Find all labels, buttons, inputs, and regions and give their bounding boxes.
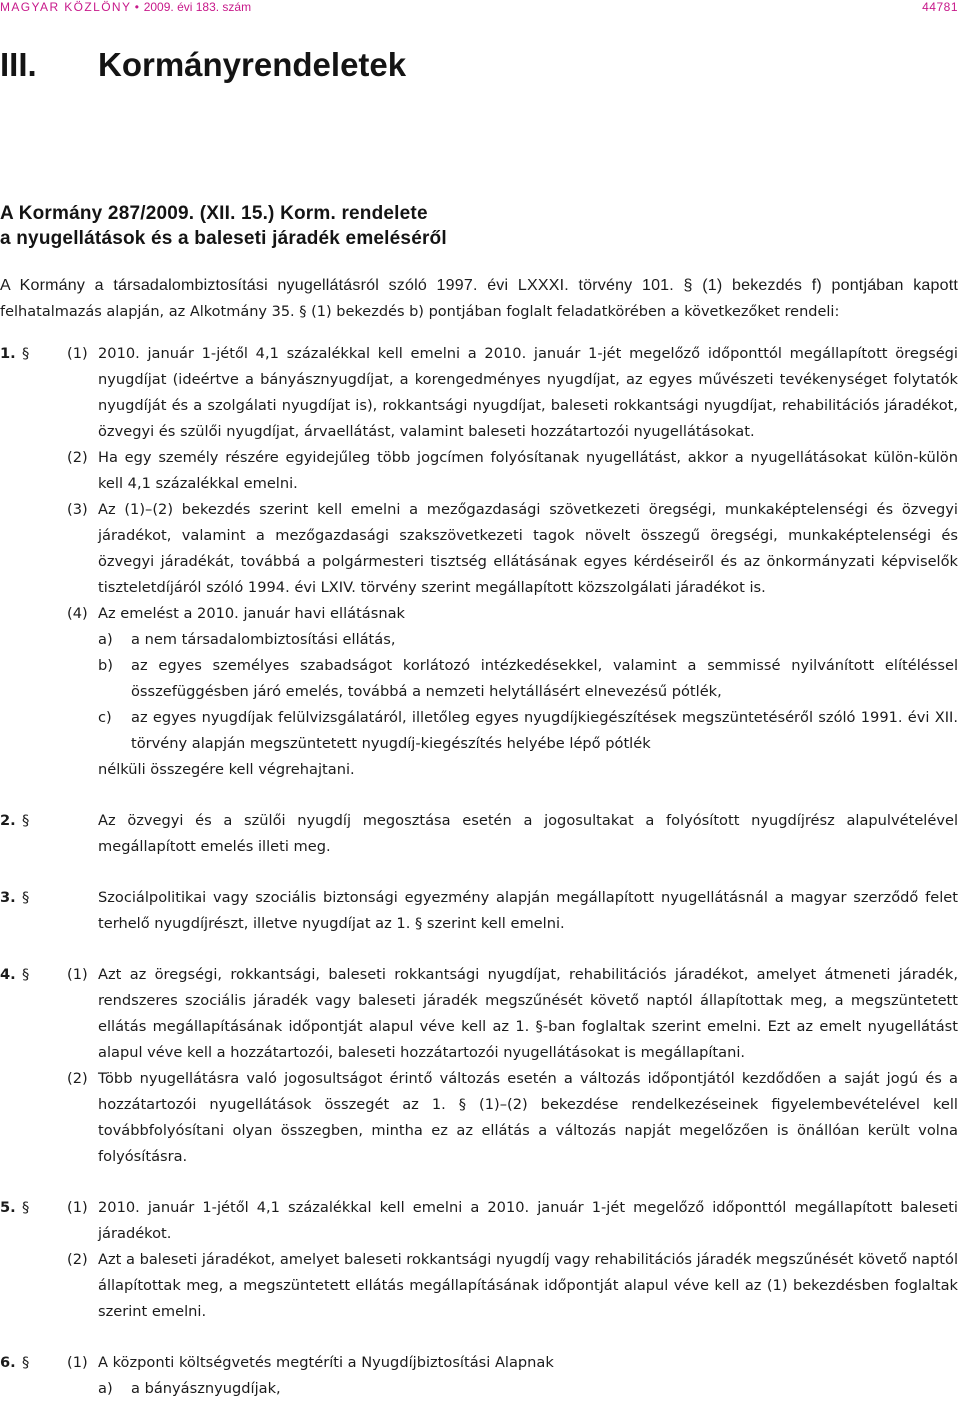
list-item-c bbox=[0, 705, 958, 757]
section-3 bbox=[0, 885, 958, 937]
section-6 bbox=[0, 1350, 958, 1402]
paragraph-number: (4) bbox=[67, 605, 88, 622]
paragraph-text: Több nyugellátásra való jogosultságot érintő változás esetén a változás időpontjától kezdődően a saját jogú és a hozzátartozói nyugellátások összegét az 1. § (1)–(2) bekezdése rendelkezéseinek figyelembevételével kell továbbfolyósítani olyan összegben, mintha ez az ellátás a változás napját megelőzően is önállóan került volna folyósításra. bbox=[98, 1070, 958, 1165]
paragraph-text: Azt az öregségi, rokkantsági, baleseti rokkantsági nyugdíjat, rehabilitációs járadékot, amelyet átmeneti járadék, rendszeres szociális járadék vagy baleseti járadék megszűnését követő naptól állapítottak meg, a megszüntetett ellátás megállapításának időpontját alapul véve kell az 1. §-ban foglaltak szerint emelni. Ezt az emelt nyugellátást alapul véve kell a hozzátartozói, baleseti hozzátartozói nyugellátásokat is megállapítani. bbox=[98, 966, 958, 1061]
paragraph-text: Ha egy személy részére egyidejűleg több jogcímen folyósítanak nyugellátást, akkor a nyugellátásokat külön-külön kell 4,1 százalékkal emelni. bbox=[98, 449, 958, 492]
paragraph-number: (1) bbox=[67, 966, 88, 983]
decree-title-line2: a nyugellátások és a baleseti járadék emeléséről bbox=[0, 228, 447, 249]
preamble bbox=[0, 273, 958, 325]
header-bullet: • bbox=[134, 0, 141, 14]
section-number: 4. bbox=[0, 966, 16, 983]
running-header bbox=[0, 0, 960, 16]
paragraph-text: 2010. január 1-jétől 4,1 százalékkal kell emelni a 2010. január 1-jét megelőző időponttól megállapított baleseti járadékot. bbox=[98, 1199, 958, 1242]
paragraph-5-1 bbox=[0, 1195, 958, 1247]
section-number: 2. bbox=[0, 812, 16, 829]
item-text: a bányásznyugdíjak, bbox=[131, 1380, 281, 1397]
decree-body bbox=[0, 341, 958, 1402]
section-1 bbox=[0, 341, 958, 783]
page-number: 44781 bbox=[922, 0, 958, 14]
list-item-a bbox=[0, 1376, 958, 1402]
paragraph-text: A központi költségvetés megtéríti a Nyugdíjbiztosítási Alapnak bbox=[98, 1354, 554, 1371]
journal-name: MAGYAR KÖZLÖNY bbox=[0, 0, 132, 14]
item-label: a) bbox=[98, 631, 113, 648]
preamble-line2: felhatalmazás alapján, az Alkotmány 35. § (1) bekezdés b) pontjában foglalt feladatkörében a következőket rendeli: bbox=[0, 304, 840, 320]
paragraph-text: Az (1)–(2) bekezdés szerint kell emelni a mezőgazdasági szövetkezeti öregségi, munkaképtelenségi és özvegyi járadékot, valamint a mezőgazdasági szakszövetkezeti tagok növelt összegű öregségi, munkaképtelenségi és özvegyi járadékát, továbbá a polgármesteri tisztség ellátásának egyes kérdéseiről és az önkormányzati képviselők tiszteletdíjáról szóló 1994. évi LXIV. törvény szerint megállapított közszolgálati járadékot is. bbox=[98, 501, 958, 596]
part-title: Kormányrendeletek bbox=[98, 46, 407, 83]
paragraph-number: (1) bbox=[67, 1354, 88, 1371]
item-text: az egyes nyugdíjak felülvizsgálatáról, illetőleg egyes nyugdíjkiegészítések megszüntetéséről szóló 1991. évi XII. törvény alapján megszüntetett nyugdíj-kiegészítés helyébe lépő pótlék bbox=[131, 709, 958, 752]
section-number: 3. bbox=[0, 889, 16, 906]
paragraph-text: Az emelést a 2010. január havi ellátásnak bbox=[98, 605, 405, 622]
section-number: 1. bbox=[0, 345, 16, 362]
section-text: Szociálpolitikai vagy szociális biztonsági egyezmény alapján megállapított nyugellátásnál a magyar szerződő felet terhelő nyugdíjrészt, illetve nyugdíjat az 1. § szerint kell emelni. bbox=[98, 889, 958, 932]
paragraph-number: (2) bbox=[67, 1251, 88, 1268]
preamble-line1: A Kormány a társadalombiztosítási nyugellátásról szóló 1997. évi LXXXI. törvény 101. § (1) bekezdés f) pontjában kapott bbox=[0, 277, 958, 294]
paragraph-6-1 bbox=[0, 1350, 958, 1376]
section-mark: § bbox=[22, 1199, 30, 1216]
issue-label: 2009. évi 183. szám bbox=[143, 0, 252, 14]
section-2 bbox=[0, 808, 958, 860]
section-text: Az özvegyi és a szülői nyugdíj megosztása esetén a jogosultakat a folyósított nyugdíjrész alapulvételével megállapított emelés illeti meg. bbox=[98, 812, 958, 855]
section-5 bbox=[0, 1195, 958, 1325]
item-text: a nem társadalombiztosítási ellátás, bbox=[131, 631, 396, 648]
paragraph-1-2 bbox=[0, 445, 958, 497]
paragraph-4-1 bbox=[0, 962, 958, 1066]
paragraph-number: (2) bbox=[67, 449, 88, 466]
paragraph-number: (1) bbox=[67, 345, 88, 362]
section-number: 5. bbox=[0, 1199, 16, 1216]
item-label: c) bbox=[98, 709, 112, 726]
section-mark: § bbox=[22, 812, 30, 829]
section-4 bbox=[0, 962, 958, 1170]
paragraph-4-2 bbox=[0, 1066, 958, 1170]
part-number: III. bbox=[0, 46, 37, 83]
paragraph-1-3 bbox=[0, 497, 958, 601]
paragraph-5-2 bbox=[0, 1247, 958, 1325]
list-item-a bbox=[0, 627, 958, 653]
paragraph-number: (2) bbox=[67, 1070, 88, 1087]
closing-text: nélküli összegére kell végrehajtani. bbox=[98, 761, 355, 778]
section-mark: § bbox=[22, 1354, 30, 1371]
section-number: 6. bbox=[0, 1354, 16, 1371]
paragraph-text: 2010. január 1-jétől 4,1 százalékkal kell emelni a 2010. január 1-jét megelőző időponttól megállapított öregségi nyugdíjat (ideértve a bányásznyugdíjat, a korengedményes nyugdíjat, az egyes művészeti tevékenységet folytatók nyugdíját és a szolgálati nyugdíjat is), rokkantsági nyugdíjat, baleseti rokkantsági nyugdíjat, rehabilitációs járadékot, özvegyi és szülői nyugdíjat, árvaellátást, valamint baleseti hozzátartozói nyugellátásokat. bbox=[98, 345, 958, 440]
paragraph-number: (1) bbox=[67, 1199, 88, 1216]
section-mark: § bbox=[22, 345, 30, 362]
item-label: b) bbox=[98, 657, 113, 674]
decree-title-line1: A Kormány 287/2009. (XII. 15.) Korm. rendelete bbox=[0, 203, 428, 224]
decree-title bbox=[0, 201, 447, 251]
item-text: az egyes személyes szabadságot korlátozó intézkedésekkel, valamint a semmissé nyilvánított elítéléssel összefüggésben járó emelés, továbbá a nemzeti helytállásért elnevezésű pótlék, bbox=[131, 657, 958, 700]
paragraph-1-4 bbox=[0, 601, 958, 627]
paragraph-text: Azt a baleseti járadékot, amelyet baleseti rokkantsági nyugdíj vagy rehabilitációs járadék megszűnését követő naptól állapítottak meg, a megszüntetett ellátás megállapításának időpontját alapul véve kell az (1) bekezdésben foglaltak szerint emelni. bbox=[98, 1251, 959, 1320]
item-label: a) bbox=[98, 1380, 113, 1397]
list-item-b bbox=[0, 653, 958, 705]
paragraph-number: (3) bbox=[67, 501, 88, 518]
section-mark: § bbox=[22, 966, 30, 983]
section-mark: § bbox=[22, 889, 30, 906]
paragraph-1-1 bbox=[0, 341, 958, 445]
